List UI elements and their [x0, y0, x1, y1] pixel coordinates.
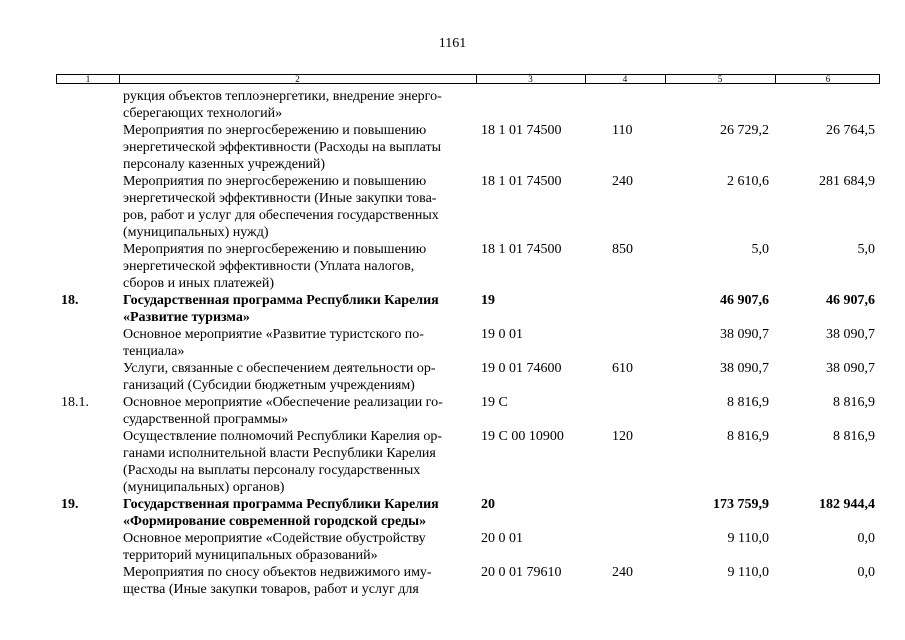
amount-col-6: 0,0 [857, 565, 875, 580]
target-article-code: 20 [481, 497, 495, 512]
table-row [0, 564, 905, 598]
row-description [123, 530, 478, 564]
amount-col-6: 182 944,4 [819, 497, 875, 512]
row-description [123, 292, 478, 326]
expense-type-code: 240 [612, 565, 633, 580]
amount-col-5: 26 729,2 [720, 123, 769, 138]
table-row [0, 496, 905, 530]
description-line: ганами исполнительной власти Республики Карелия [123, 446, 436, 461]
amount-col-6: 8 816,9 [833, 429, 875, 444]
description-line: сударственной программы» [123, 412, 289, 427]
description-line: ров, работ и услуг для обеспечения государственных [123, 208, 439, 223]
description-line: (муниципальных) нужд) [123, 225, 269, 240]
description-line: энергетической эффективности (Иные закупки това- [123, 191, 437, 206]
description-line: «Формирование современной городской среды» [123, 514, 427, 529]
description-line: рукция объектов теплоэнергетики, внедрение энерго- [123, 89, 442, 104]
row-description [123, 122, 478, 173]
amount-col-5: 46 907,6 [720, 293, 769, 308]
expense-type-code: 610 [612, 361, 633, 376]
page-number: 1161 [438, 36, 467, 51]
table-row [0, 173, 905, 241]
amount-col-6: 26 764,5 [826, 123, 875, 138]
description-line: щества (Иные закупки товаров, работ и услуг для [123, 582, 419, 597]
row-description [123, 326, 478, 360]
amount-col-5: 38 090,7 [720, 361, 769, 376]
description-line: Мероприятия по энергосбережению и повышению [123, 123, 427, 138]
amount-col-5: 9 110,0 [727, 565, 769, 580]
description-line: Услуги, связанные с обеспечением деятельности ор- [123, 361, 436, 376]
expense-type-code: 240 [612, 174, 633, 189]
target-article-code: 20 0 01 [481, 531, 523, 546]
header-col-1: 1 [85, 74, 91, 84]
description-line: Основное мероприятие «Содействие обустройству [123, 531, 426, 546]
description-line: Осуществление полномочий Республики Карелия ор- [123, 429, 443, 444]
table-row [0, 530, 905, 564]
header-col-6: 6 [825, 74, 831, 84]
description-line: персоналу казенных учреждений) [123, 157, 326, 172]
expense-type-code: 110 [612, 123, 633, 138]
target-article-code: 18 1 01 74500 [481, 123, 562, 138]
amount-col-5: 173 759,9 [713, 497, 769, 512]
description-line: сборов и иных платежей) [123, 276, 275, 291]
header-col-2: 2 [295, 74, 300, 84]
target-article-code: 20 0 01 79610 [481, 565, 562, 580]
description-line: Основное мероприятие «Обеспечение реализации го- [123, 395, 443, 410]
table-body [0, 88, 905, 598]
row-description [123, 173, 478, 241]
header-col-4: 4 [622, 74, 628, 84]
table-row [0, 326, 905, 360]
row-description [123, 394, 478, 428]
row-description [123, 564, 478, 598]
amount-col-5: 9 110,0 [727, 531, 769, 546]
description-line: энергетической эффективности (Расходы на выплаты [123, 140, 442, 155]
amount-col-6: 38 090,7 [826, 327, 875, 342]
amount-col-5: 38 090,7 [720, 327, 769, 342]
header-col-5: 5 [717, 74, 723, 84]
header-col-3: 3 [528, 74, 533, 84]
description-line: энергетической эффективности (Уплата налогов, [123, 259, 415, 274]
table-row [0, 241, 905, 292]
description-line: Основное мероприятие «Развитие туристского по- [123, 327, 424, 342]
table-row [0, 88, 905, 122]
amount-col-6: 0,0 [857, 531, 875, 546]
amount-col-6: 5,0 [857, 242, 875, 257]
amount-col-6: 8 816,9 [833, 395, 875, 410]
amount-col-6: 38 090,7 [826, 361, 875, 376]
description-line: Государственная программа Республики Карелия [123, 497, 439, 512]
row-description [123, 88, 478, 122]
description-line: Мероприятия по сносу объектов недвижимого иму- [123, 565, 432, 580]
expense-type-code: 120 [612, 429, 633, 444]
amount-col-5: 8 816,9 [727, 429, 769, 444]
description-line: ганизаций (Субсидии бюджетным учреждениям) [123, 378, 415, 393]
table-row [0, 292, 905, 326]
target-article-code: 19 С [481, 395, 508, 410]
description-line: территорий муниципальных образований» [123, 548, 378, 563]
target-article-code: 19 0 01 [481, 327, 523, 342]
target-article-code: 19 С 00 10900 [481, 429, 564, 444]
amount-col-6: 46 907,6 [826, 293, 875, 308]
amount-col-5: 5,0 [751, 242, 769, 257]
description-line: Мероприятия по энергосбережению и повышению [123, 174, 427, 189]
amount-col-5: 2 610,6 [727, 174, 769, 189]
row-number: 18.1. [61, 395, 89, 410]
row-description [123, 496, 478, 530]
target-article-code: 19 0 01 74600 [481, 361, 562, 376]
amount-col-5: 8 816,9 [727, 395, 769, 410]
description-line: Государственная программа Республики Карелия [123, 293, 439, 308]
target-article-code: 18 1 01 74500 [481, 174, 562, 189]
row-number: 19. [61, 497, 79, 512]
amount-col-6: 281 684,9 [819, 174, 875, 189]
target-article-code: 18 1 01 74500 [481, 242, 562, 257]
description-line: сберегающих технологий» [123, 106, 283, 121]
expense-type-code: 850 [612, 242, 633, 257]
table-row [0, 122, 905, 173]
row-description [123, 428, 478, 496]
description-line: (Расходы на выплаты персоналу государственных [123, 463, 421, 478]
table-header [56, 74, 880, 84]
row-description [123, 360, 478, 394]
description-line: «Развитие туризма» [123, 310, 250, 325]
row-number: 18. [61, 293, 79, 308]
target-article-code: 19 [481, 293, 495, 308]
table-row [0, 394, 905, 428]
description-line: тенциала» [123, 344, 185, 359]
table-row [0, 428, 905, 496]
description-line: Мероприятия по энергосбережению и повышению [123, 242, 427, 257]
description-line: (муниципальных) органов) [123, 480, 285, 495]
row-description [123, 241, 478, 292]
table-row [0, 360, 905, 394]
